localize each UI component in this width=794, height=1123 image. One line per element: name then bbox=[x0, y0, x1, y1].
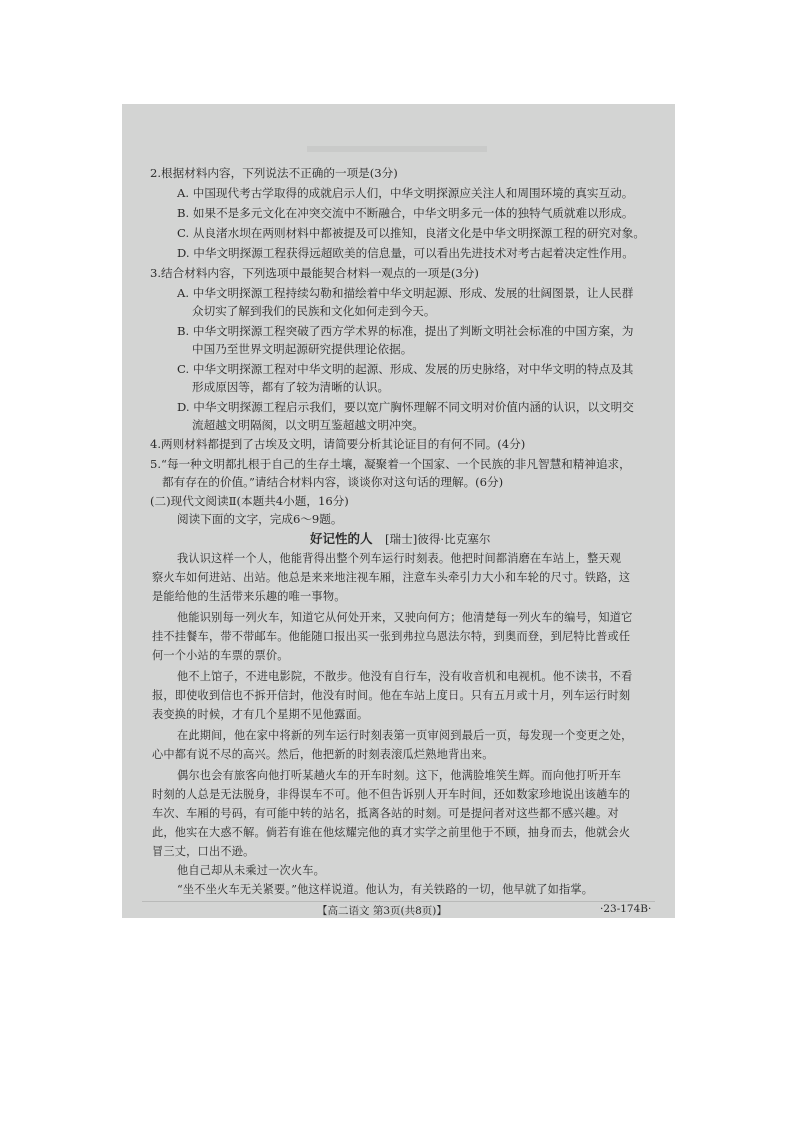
article-title: 好记性的人 bbox=[310, 531, 373, 546]
question-5-stem: 5.“每一种文明都扎根于自己的生存土壤，凝聚着一个国家、一个民族的非凡智慧和精神追求， bbox=[150, 457, 631, 471]
article-line: 我认识这样一个人，他能背得出整个列车运行时刻表。他把时间都消磨在车站上，整天观 bbox=[177, 552, 622, 565]
article-line: 心中都有说不尽的高兴。然后，他把新的时刻表滚瓜烂熟地背出来。 bbox=[152, 748, 494, 761]
bleed-through-mark bbox=[307, 146, 487, 152]
question-3-option-a: A. 中华文明探源工程持续勾勒和描绘着中华文明起源、形成、发展的壮阔图景，让人民群 bbox=[177, 286, 634, 300]
article-line: 时刻的人总是无法脱身，非得误车不可。他不但告诉别人开车时间，还如数家珍地说出该趟车的 bbox=[152, 788, 631, 801]
article-line: 何一个小站的车票的票价。 bbox=[152, 649, 289, 662]
article-byline: [瑞士]彼得·比克塞尔 bbox=[385, 532, 491, 546]
article-line: 他不上馆子，不进电影院，不散步。他没有自行车，没有收音机和电视机。他不读书，不看 bbox=[177, 670, 633, 683]
article-line: 此，他实在大惑不解。倘若有谁在他炫耀完他的真才实学之前里他于不顾，抽身而去，他就会火 bbox=[152, 826, 631, 839]
question-3-option-c-cont: 形成原因等，都有了较为清晰的认识。 bbox=[192, 380, 390, 394]
article-line: 车次、车厢的号码，有可能中转的站名，抵离各站的时刻。可是提问者对这些都不感兴趣。对 bbox=[152, 807, 619, 820]
footer-divider bbox=[142, 901, 655, 902]
question-2-option-c: C. 从良渚水坝在两则材料中都被提及可以推知，良渚文化是中华文明探源工程的研究对象。 bbox=[177, 226, 645, 240]
article-line: 表变换的时候，才有几个星期不见他露面。 bbox=[152, 708, 369, 721]
article-line: 在此期间，他在家中将新的列车运行时刻表第一页审阅到最后一页，每发现一个变更之处， bbox=[177, 729, 633, 742]
question-5-stem-cont: 都有存在的价值。”请结合材料内容，谈谈你对这句话的理解。(6分) bbox=[162, 475, 504, 489]
article-line: 是能给他的生活带来乐趣的唯一事物。 bbox=[152, 590, 346, 603]
question-3-option-a-cont: 众切实了解到我们的民族和文化如何走到今天。 bbox=[192, 304, 436, 318]
article-line: 他能识别每一列火车，知道它从何处开来，又驶向何方；他清楚每一列火车的编号，知道它 bbox=[177, 611, 633, 624]
exam-page bbox=[122, 104, 675, 918]
article-line: 他自己却从未乘过一次火车。 bbox=[177, 864, 326, 877]
question-3-option-d: D. 中华文明探源工程启示我们，要以宽广胸怀理解不同文明对价值内涵的认识，以文明交 bbox=[177, 400, 634, 414]
article-line: 冒三丈，口出不逊。 bbox=[152, 845, 255, 858]
reading-instruction: 阅读下面的文字，完成6～9题。 bbox=[177, 512, 343, 526]
question-2-stem: 2.根据材料内容，下列说法不正确的一项是(3分) bbox=[150, 166, 398, 180]
question-2-option-a: A. 中国现代考古学取得的成就启示人们，中华文明探源应关注人和周围环境的真实互动。 bbox=[177, 186, 634, 200]
question-3-stem: 3.结合材料内容，下列选项中最能契合材料一观点的一项是(3分) bbox=[150, 266, 479, 280]
question-3-option-b-cont: 中国乃至世界文明起源研究提供理论依据。 bbox=[192, 342, 413, 356]
article-line: 报，即使收到信也不拆开信封，他没有时间。他在车站上度日。只有五月或十月，列车运行时刻 bbox=[152, 689, 631, 702]
page-footer-info: 【高二语文 第3页(共8页)】 bbox=[317, 905, 447, 917]
article-line: 察火车如何进站、出站。他总是来来地注视车厢，注意车头牵引力大小和车轮的尺寸。铁路，这 bbox=[152, 571, 631, 584]
section-heading: (二)现代文阅读Ⅱ(本题共4小题，16分) bbox=[150, 494, 349, 508]
article-line: 挂不挂餐车，带不带邮车。他能随口报出买一张到弗拉乌恩法尔特，到奥而登，到尼特比普或任 bbox=[152, 630, 631, 643]
page-footer-code: ·23-174B· bbox=[600, 903, 652, 915]
question-4-stem: 4.两则材料都提到了古埃及文明，请简要分析其论证目的有何不同。(4分) bbox=[150, 437, 526, 451]
question-3-option-d-cont: 流超越文明隔阂，以文明互鉴超越文明冲突。 bbox=[192, 418, 424, 432]
question-2-option-b: B. 如果不是多元文化在冲突交流中不断融合，中华文明多元一体的独特气质就难以形成。 bbox=[177, 206, 634, 220]
question-3-option-c: C. 中华文明探源工程对中华文明的起源、形成、发展的历史脉络，对中华文明的特点及其 bbox=[177, 362, 634, 376]
article-line: “坐不坐火车无关紧要。”他这样说道。他认为，有关铁路的一切，他早就了如指掌。 bbox=[177, 883, 594, 896]
question-3-option-b: B. 中华文明探源工程突破了西方学术界的标准，提出了判断文明社会标准的中国方案，为 bbox=[177, 324, 634, 338]
question-2-option-d: D. 中华文明探源工程获得远超欧美的信息量，可以看出先进技术对考古起着决定性作用。 bbox=[177, 246, 634, 260]
article-line: 偶尔也会有旅客向他打听某趟火车的开车时刻。这下，他满脸堆笑生辉。而向他打听开车 bbox=[177, 769, 622, 782]
